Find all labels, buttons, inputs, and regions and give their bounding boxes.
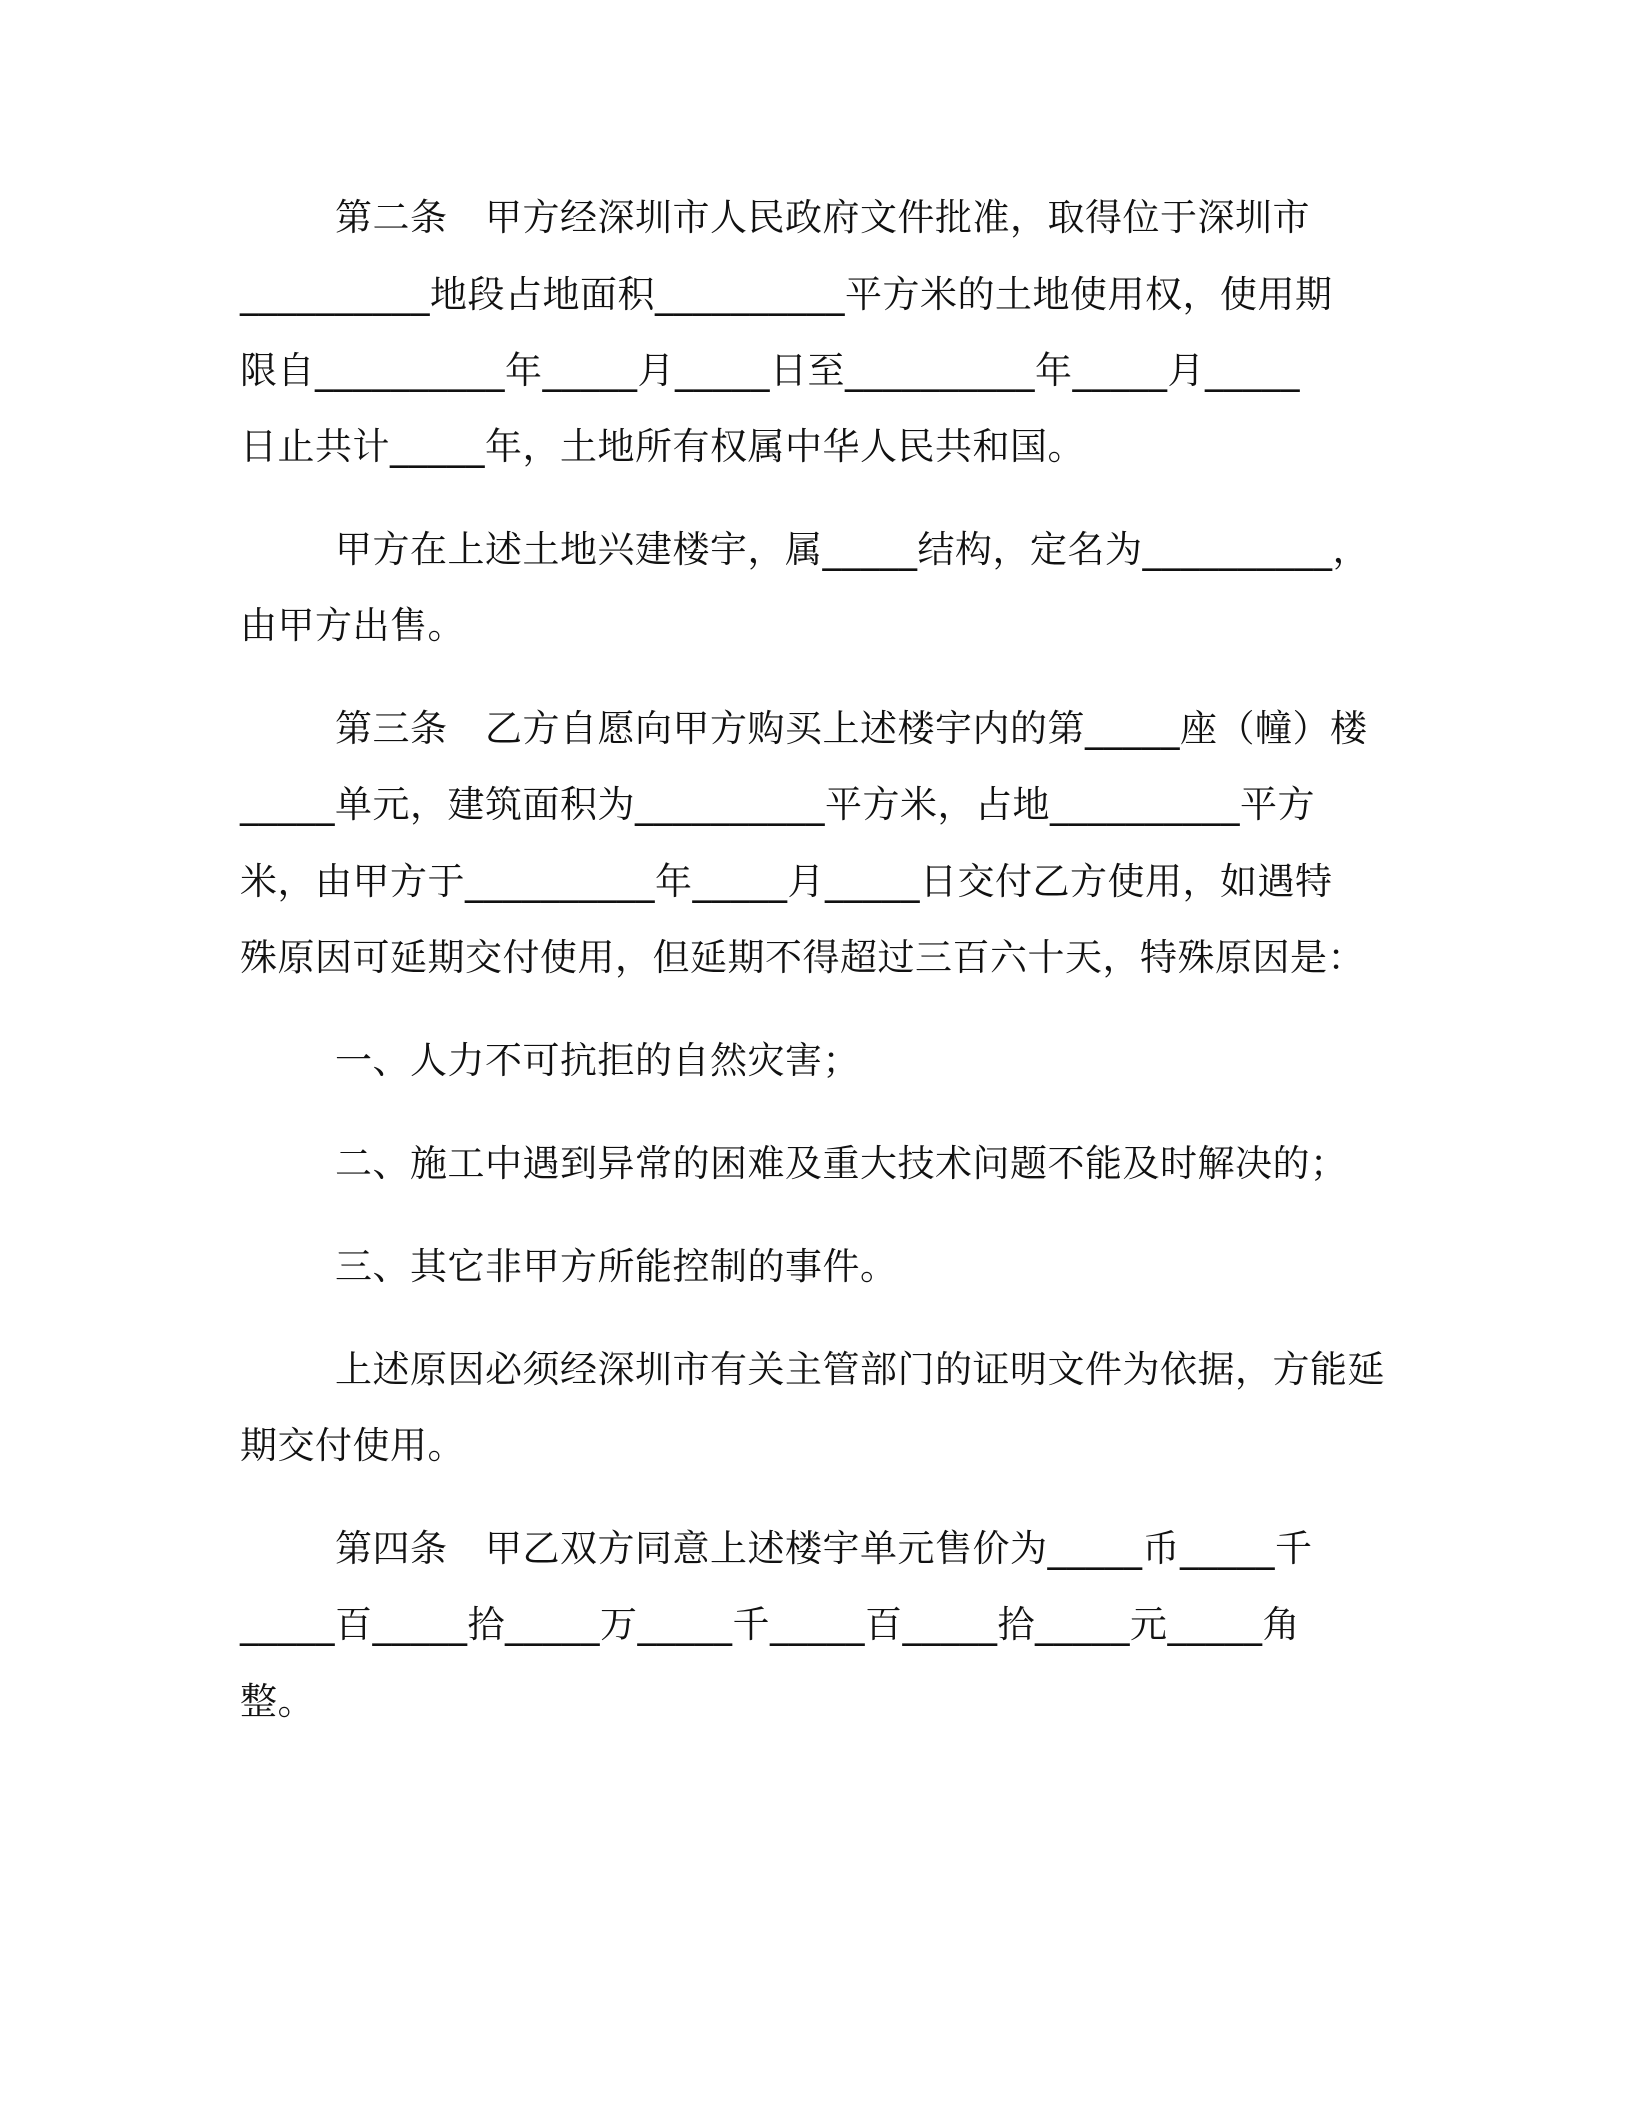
proof-line-2: 期交付使用。 [240,1424,465,1467]
building-line-2: 由甲方出售。 [240,604,465,647]
reason-item: 一、人力不可抗拒的自然灾害； [335,1039,860,1082]
proof-line-1: 上述原因必须经深圳市有关主管部门的证明文件为依据，方能延 [335,1348,1385,1391]
reason-item: 三、其它非甲方所能控制的事件。 [335,1245,898,1288]
article3-line-3: 米，由甲方于__________年_____月_____日交付乙方使用，如遇特 [240,860,1333,903]
building-line-1: 甲方在上述土地兴建楼宇，属_____结构，定名为__________， [335,528,1370,571]
article2-line-3: 限自__________年_____月_____日至__________年_____月_____ [240,349,1300,392]
article2-line-4: 日止共计_____年，土地所有权属中华人民共和国。 [240,425,1085,468]
article2-line-1: 第二条 甲方经深圳市人民政府文件批准，取得位于深圳市 [335,196,1310,239]
article4-line-1: 第四条 甲乙双方同意上述楼宇单元售价为_____币_____千 [335,1527,1313,1570]
reason-item: 二、施工中遇到异常的困难及重大技术问题不能及时解决的； [335,1142,1348,1185]
article4-line-2: _____百_____拾_____万_____千_____百_____拾_____元_____角 [240,1603,1300,1646]
article2-line-2: __________地段占地面积__________平方米的土地使用权，使用期 [240,273,1333,316]
article4-line-3: 整。 [240,1680,315,1723]
article3-line-4: 殊原因可延期交付使用，但延期不得超过三百六十天，特殊原因是： [240,936,1365,979]
article3-line-1: 第三条 乙方自愿向甲方购买上述楼宇内的第_____座（幢）楼 [335,707,1368,750]
article3-line-2: _____单元，建筑面积为__________平方米，占地__________平方 [240,783,1315,826]
